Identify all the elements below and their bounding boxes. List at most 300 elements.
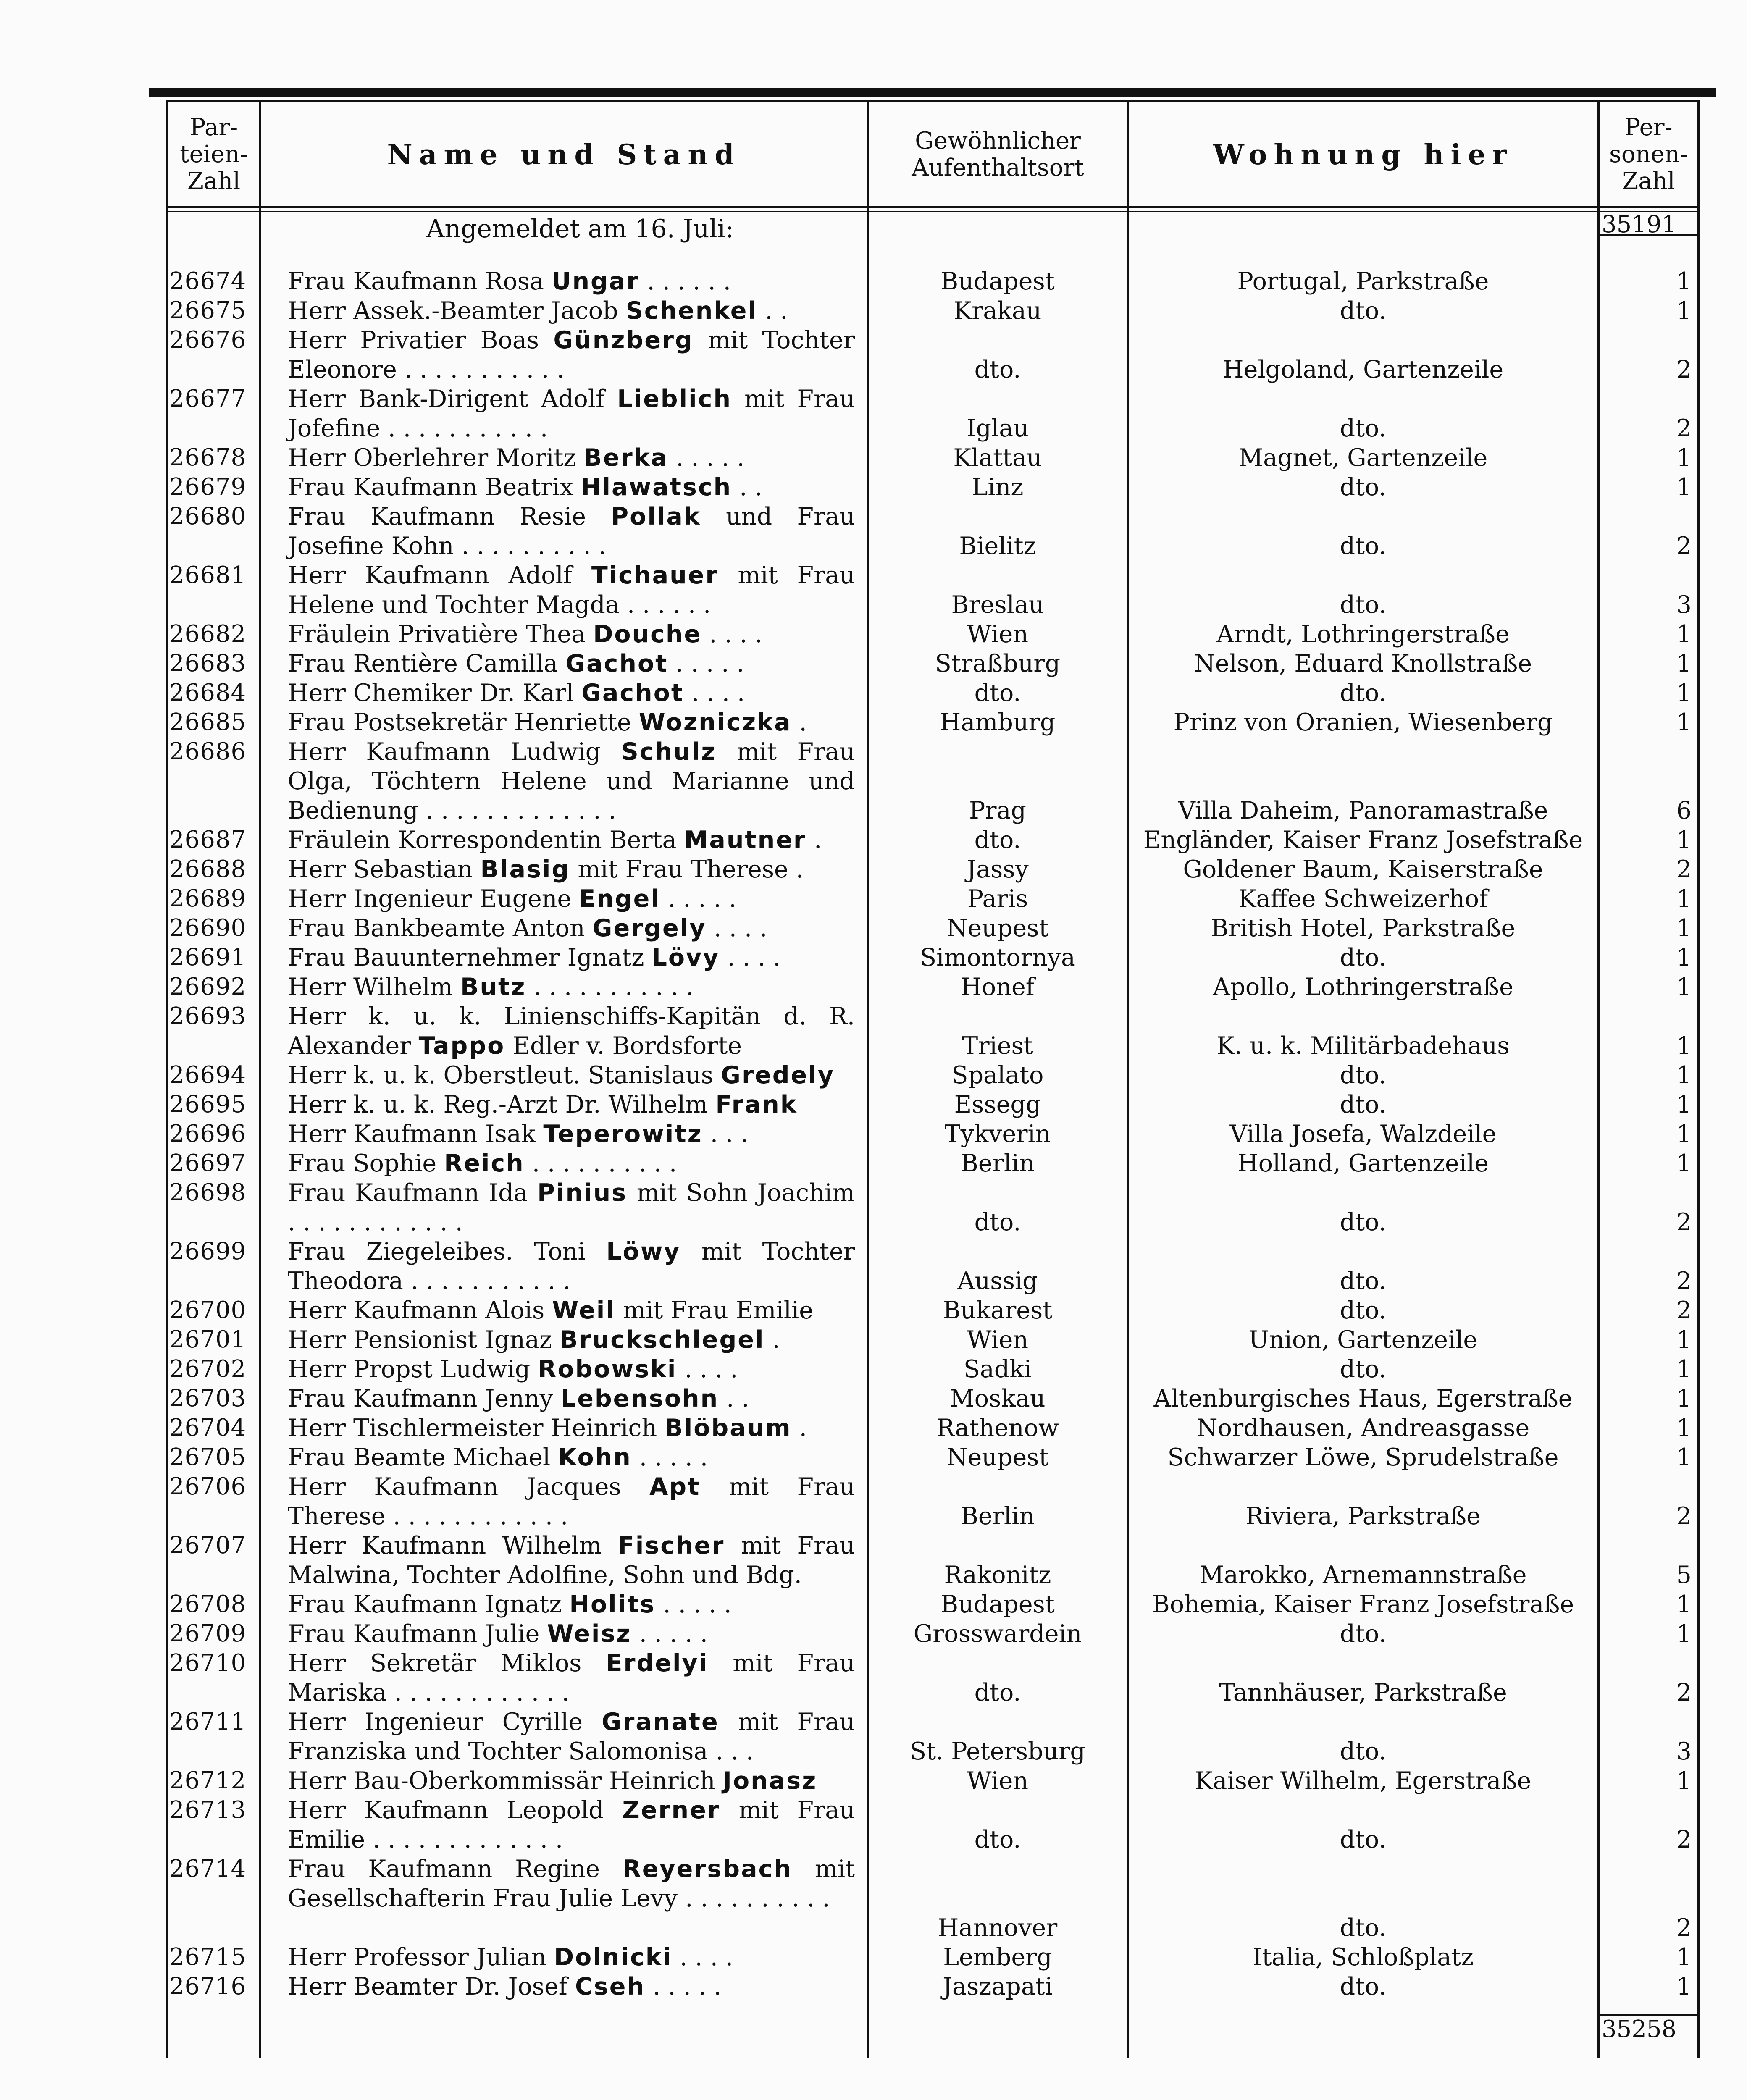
header-usual-residence: Gewöhnlicher Aufenthaltsort: [912, 127, 1084, 181]
usual-residence: Hamburg: [940, 709, 1056, 736]
name-prefix: Frau Kaufmann Beatrix: [288, 473, 581, 501]
name-and-status: [288, 1060, 855, 1090]
header-local-address: Wohnung hier: [1213, 138, 1514, 171]
name-prefix: Frau Kaufmann Rosa: [288, 268, 552, 295]
name-suffix: . .: [719, 1385, 749, 1412]
name-and-status: [288, 1590, 855, 1619]
name-and-status: [288, 561, 855, 620]
name-suffix: . .: [757, 297, 788, 325]
person-count: 2: [1676, 1297, 1692, 1324]
name-suffix: . . . . .: [645, 1973, 722, 2000]
person-count: 1: [1676, 1973, 1692, 2000]
name-and-status: [288, 1531, 855, 1590]
local-address: British Hotel, Parkstraße: [1211, 914, 1516, 942]
usual-residence: Straßburg: [935, 650, 1061, 677]
name-and-status: [288, 914, 855, 943]
name-and-status: [288, 884, 855, 914]
local-address: dto.: [1340, 1091, 1387, 1118]
name-prefix: Herr Sebastian: [288, 856, 481, 883]
party-number: 26704: [169, 1414, 247, 1441]
name-suffix: mit Frau Franziska und Tochter Salomonisa . . .: [288, 1708, 855, 1765]
person-count: 1: [1676, 1414, 1692, 1442]
local-address: Goldener Baum, Kaiserstraße: [1183, 856, 1543, 883]
party-number: 26702: [169, 1355, 247, 1383]
name-suffix: . . . .: [701, 620, 763, 648]
surname: Dolnicki: [554, 1943, 673, 1971]
name-prefix: Frau Kaufmann Jenny: [288, 1385, 561, 1412]
register-entry: [166, 1531, 1700, 1590]
name-suffix: . . . . .: [668, 444, 745, 472]
person-count: 1: [1676, 268, 1692, 295]
party-number: 26692: [169, 973, 247, 1000]
party-number: 26695: [169, 1091, 247, 1118]
name-prefix: Herr Kaufmann Isak: [288, 1120, 544, 1148]
name-and-status: [288, 1854, 855, 1913]
person-count: 1: [1676, 1091, 1692, 1118]
name-and-status: [288, 1413, 855, 1443]
local-address: Holland, Gartenzeile: [1237, 1150, 1489, 1177]
name-prefix: Frau Beamte Michael: [288, 1444, 558, 1471]
surname: Lebensohn: [560, 1385, 719, 1412]
name-and-status: [288, 384, 855, 443]
person-count: 1: [1676, 1120, 1692, 1148]
name-suffix: mit Gesellschafterin Frau Julie Levy . . . . . . . . . .: [288, 1855, 855, 1912]
entries: [166, 267, 1700, 2001]
usual-residence: Hannover: [938, 1914, 1058, 1942]
person-count: 2: [1676, 856, 1692, 883]
header-rule: [166, 206, 1700, 208]
surname: Engel: [579, 885, 660, 913]
name-suffix: . . . .: [672, 1943, 733, 1971]
register-entry: [166, 943, 1700, 972]
local-address: Helgoland, Gartenzeile: [1222, 356, 1504, 383]
register-entry: [166, 1002, 1700, 1060]
person-count: 1: [1676, 1620, 1692, 1648]
surname: Reich: [444, 1150, 525, 1177]
register-entry: [166, 1354, 1700, 1384]
person-count: 3: [1676, 1738, 1692, 1765]
local-address: Italia, Schloßplatz: [1252, 1943, 1474, 1971]
surname: Berka: [583, 444, 669, 472]
local-address: dto.: [1340, 1061, 1387, 1089]
person-count: 1: [1676, 1767, 1692, 1795]
register-entry: [166, 678, 1700, 708]
surname: Mautner: [684, 826, 807, 854]
party-number: 26711: [169, 1708, 247, 1735]
usual-residence: Lemberg: [943, 1943, 1052, 1971]
surname: Fischer: [617, 1532, 725, 1559]
person-count: 2: [1676, 1679, 1692, 1706]
name-prefix: Herr Kaufmann Ludwig: [288, 738, 621, 766]
name-and-status: [288, 1707, 855, 1766]
name-prefix: Frau Postsekretär Henriette: [288, 709, 639, 736]
name-and-status: [288, 1472, 855, 1531]
name-suffix: . . . .: [677, 1355, 738, 1383]
usual-residence: Spalato: [951, 1061, 1044, 1089]
party-number: 26697: [169, 1150, 247, 1177]
name-suffix: . . . .: [720, 944, 781, 971]
party-number: 26708: [169, 1591, 247, 1618]
name-prefix: Herr Pensionist Ignaz: [288, 1326, 560, 1354]
local-address: Villa Josefa, Walzdeile: [1229, 1120, 1497, 1148]
usual-residence: Neupest: [946, 914, 1049, 942]
party-number: 26678: [169, 444, 247, 471]
register-entry: [166, 884, 1700, 914]
party-number: 26682: [169, 620, 247, 648]
local-address: dto.: [1340, 1297, 1387, 1324]
name-and-status: [288, 737, 855, 825]
usual-residence: dto.: [974, 826, 1021, 854]
name-and-status: [288, 1796, 855, 1854]
person-count: 5: [1676, 1561, 1692, 1589]
party-number: 26687: [169, 826, 247, 853]
usual-residence: Honef: [961, 973, 1035, 1001]
register-entry: [166, 296, 1700, 326]
register-entry: [166, 1119, 1700, 1149]
usual-residence: Rathenow: [936, 1414, 1059, 1442]
person-count: 6: [1676, 797, 1692, 824]
person-count: 1: [1676, 297, 1692, 325]
name-and-status: [288, 825, 855, 855]
surname: Kohn: [558, 1444, 632, 1471]
name-and-status: [288, 296, 855, 326]
party-number: 26698: [169, 1179, 247, 1206]
local-address: Villa Daheim, Panoramastraße: [1178, 797, 1548, 824]
party-number: 26700: [169, 1297, 247, 1324]
surname: Gachot: [581, 679, 684, 707]
name-suffix: .: [764, 1326, 780, 1354]
local-address: dto.: [1340, 679, 1387, 707]
usual-residence: Essegg: [954, 1091, 1041, 1118]
local-address: dto.: [1340, 1738, 1387, 1765]
register-entry: [166, 472, 1700, 502]
person-count: 1: [1676, 620, 1692, 648]
usual-residence: Bukarest: [943, 1297, 1053, 1324]
name-suffix: . . . . .: [655, 1591, 732, 1618]
party-number: 26693: [169, 1003, 247, 1030]
register-table: [166, 88, 1700, 2058]
surname: Pollak: [611, 503, 701, 530]
name-suffix: . . . . . . . . . . .: [526, 973, 694, 1001]
local-address: dto.: [1340, 1620, 1387, 1648]
party-number: 26714: [169, 1855, 247, 1882]
name-suffix: mit Frau Malwina, Tochter Adolfine, Sohn und Bdg.: [288, 1532, 855, 1589]
surname: Holits: [569, 1591, 656, 1618]
usual-residence: Jaszapati: [943, 1973, 1053, 2000]
party-number: 26696: [169, 1120, 247, 1147]
header-person-count: Per- sonen- Zahl: [1609, 113, 1688, 195]
name-suffix: mit Frau Olga, Töchtern Helene und Marianne und Bedienung . . . . . . . . . . . . .: [288, 738, 855, 824]
name-suffix: mit Frau Mariska . . . . . . . . . . . .: [288, 1649, 855, 1706]
local-address: Prinz von Oranien, Wiesenberg: [1173, 709, 1553, 736]
local-address: Arndt, Lothringerstraße: [1216, 620, 1510, 648]
name-suffix: . . . .: [684, 679, 745, 707]
person-count: 1: [1676, 1150, 1692, 1177]
register-entry: [166, 1443, 1700, 1472]
party-number: 26694: [169, 1061, 247, 1089]
local-address: Apollo, Lothringerstraße: [1213, 973, 1513, 1001]
usual-residence: Berlin: [960, 1150, 1035, 1177]
name-and-status: [288, 1942, 855, 1972]
register-entry: [166, 914, 1700, 943]
party-number: 26675: [169, 297, 247, 324]
person-count: 2: [1676, 356, 1692, 383]
local-address: Marokko, Arnemannstraße: [1199, 1561, 1527, 1589]
surname: Lieblich: [617, 385, 732, 413]
local-address: dto.: [1340, 1208, 1387, 1236]
person-count: 2: [1676, 1914, 1692, 1942]
usual-residence: St. Petersburg: [910, 1738, 1085, 1765]
top-rule: [149, 88, 1716, 97]
party-number: 26688: [169, 856, 247, 883]
party-number: 26709: [169, 1620, 247, 1647]
party-number: 26689: [169, 885, 247, 912]
person-count: 1: [1676, 885, 1692, 913]
surname: Ungar: [552, 268, 640, 295]
usual-residence: dto.: [974, 1679, 1021, 1706]
surname: Gredely: [721, 1061, 835, 1089]
name-suffix: mit Frau Emilie . . . . . . . . . . . . .: [288, 1796, 855, 1853]
local-address: dto.: [1340, 1826, 1387, 1853]
surname: Cseh: [575, 1973, 645, 2000]
name-suffix: . . . . . . . . . .: [524, 1150, 677, 1177]
usual-residence: Breslau: [951, 591, 1044, 619]
person-count: 1: [1676, 679, 1692, 707]
surname: Douche: [593, 620, 702, 648]
registration-date: Angemeldet am 16. Juli:: [426, 214, 734, 244]
register-entry: [166, 326, 1700, 384]
surname: Gergely: [592, 914, 707, 942]
register-entry: [166, 1648, 1700, 1707]
party-number: 26686: [169, 738, 247, 765]
name-and-status: [288, 1384, 855, 1413]
register-entry: [166, 1707, 1700, 1766]
party-number: 26707: [169, 1532, 247, 1559]
name-prefix: Herr Bank-Dirigent Adolf: [288, 385, 617, 413]
register-entry: [166, 1060, 1700, 1090]
person-count: 1: [1676, 1943, 1692, 1971]
surname: Schenkel: [625, 297, 757, 325]
person-count: 2: [1676, 532, 1692, 560]
register-entry: [166, 1590, 1700, 1619]
usual-residence: Wien: [967, 1326, 1029, 1354]
usual-residence: Triest: [962, 1032, 1033, 1060]
register-entry: [166, 1178, 1700, 1237]
person-count: 1: [1676, 473, 1692, 501]
local-address: dto.: [1340, 944, 1387, 971]
local-address: dto.: [1340, 1973, 1387, 2000]
name-and-status: [288, 678, 855, 708]
person-count: 1: [1676, 1355, 1692, 1383]
surname: Butz: [460, 973, 526, 1001]
surname: Blasig: [480, 856, 570, 883]
name-and-status: [288, 1002, 855, 1060]
register-entry: [166, 1325, 1700, 1354]
surname: Jonasz: [722, 1767, 817, 1795]
usual-residence: Jassy: [967, 856, 1029, 883]
name-suffix: mit Frau Therese . . . . . . . . . . . .: [288, 1473, 855, 1530]
local-address: Kaffee Schweizerhof: [1238, 885, 1488, 913]
surname: Lövy: [652, 944, 720, 971]
top-rule-thin: [166, 100, 1700, 102]
surname: Frank: [715, 1091, 798, 1118]
surname: Wozniczka: [638, 709, 792, 736]
party-number: 26690: [169, 914, 247, 942]
surname: Erdelyi: [606, 1649, 709, 1677]
local-address: Schwarzer Löwe, Sprudelstraße: [1167, 1444, 1559, 1471]
surname: Reyersbach: [622, 1855, 792, 1883]
party-number: 26677: [169, 385, 247, 412]
local-address: Tannhäuser, Parkstraße: [1219, 1679, 1507, 1706]
name-prefix: Herr k. u. k. Reg.-Arzt Dr. Wilhelm: [288, 1091, 716, 1118]
name-and-status: [288, 855, 855, 884]
header-name: Name und Stand: [387, 138, 741, 171]
party-number: 26683: [169, 650, 247, 677]
party-number: 26706: [169, 1473, 247, 1500]
local-address: Portugal, Parkstraße: [1237, 268, 1489, 295]
name-suffix: . . . . .: [660, 885, 737, 913]
person-count: 1: [1676, 709, 1692, 736]
local-address: Magnet, Gartenzeile: [1238, 444, 1488, 472]
register-entry: [166, 1619, 1700, 1648]
name-and-status: [288, 502, 855, 561]
surname: Apt: [649, 1473, 701, 1501]
name-prefix: Herr Assek.-Beamter Jacob: [288, 297, 626, 325]
party-number: 26684: [169, 679, 247, 706]
local-address: Nelson, Eduard Knollstraße: [1194, 650, 1532, 677]
usual-residence: dto.: [974, 1826, 1021, 1853]
register-entry: [166, 972, 1700, 1002]
local-address: dto.: [1340, 1267, 1387, 1295]
party-number: 26703: [169, 1385, 247, 1412]
register-entry: [166, 561, 1700, 620]
surname: Weisz: [547, 1620, 632, 1648]
local-address: Union, Gartenzeile: [1248, 1326, 1478, 1354]
party-number: 26679: [169, 473, 247, 501]
name-prefix: Herr k. u. k. Linienschiffs-Kapitän d. R. Alexander: [288, 1003, 855, 1060]
party-number: 26712: [169, 1767, 247, 1794]
register-entry: [166, 267, 1700, 296]
name-prefix: Herr Wilhelm: [288, 973, 460, 1001]
person-count: 1: [1676, 1032, 1692, 1060]
surname: Löwy: [606, 1238, 681, 1265]
name-prefix: Herr Kaufmann Alois: [288, 1297, 552, 1324]
name-and-status: [288, 1325, 855, 1354]
person-count: 1: [1676, 914, 1692, 942]
usual-residence: Aussig: [957, 1267, 1038, 1295]
name-and-status: [288, 1443, 855, 1472]
name-and-status: [288, 943, 855, 972]
register-entry: [166, 825, 1700, 855]
name-prefix: Frau Kaufmann Regine: [288, 1855, 623, 1883]
name-prefix: Herr Sekretär Miklos: [288, 1649, 606, 1677]
local-address: dto.: [1340, 297, 1387, 325]
name-prefix: Herr Ingenieur Cyrille: [288, 1708, 602, 1736]
person-count: 1: [1676, 1444, 1692, 1471]
local-address: dto.: [1340, 473, 1387, 501]
usual-residence: Sadki: [963, 1355, 1032, 1383]
name-suffix: mit Frau Helene und Tochter Magda . . . . . .: [288, 562, 855, 619]
name-prefix: Fräulein Korrespondentin Berta: [288, 826, 684, 854]
running-total-end: 35258: [1597, 2014, 1700, 2039]
usual-residence: Krakau: [954, 297, 1042, 325]
name-prefix: Herr Kaufmann Jacques: [288, 1473, 650, 1501]
name-suffix: . . . . . .: [639, 268, 731, 295]
name-prefix: Frau Kaufmann Julie: [288, 1620, 547, 1648]
name-suffix: mit Sohn Joachim . . . . . . . . . . . .: [288, 1179, 855, 1236]
usual-residence: Neupest: [946, 1444, 1049, 1471]
register-entry: [166, 855, 1700, 884]
name-suffix: .: [791, 1414, 807, 1442]
surname: Gachot: [565, 650, 668, 677]
name-and-status: [288, 326, 855, 384]
party-number: 26715: [169, 1943, 247, 1971]
name-suffix: mit Frau Jofefine . . . . . . . . . . .: [288, 385, 855, 442]
usual-residence: Grosswardein: [913, 1620, 1082, 1648]
local-address: dto.: [1340, 415, 1387, 442]
party-number: 26676: [169, 326, 247, 354]
name-and-status: [288, 472, 855, 502]
local-address: Nordhausen, Andreasgasse: [1196, 1414, 1530, 1442]
name-and-status: [288, 708, 855, 737]
register-entry: [166, 443, 1700, 472]
name-and-status: [288, 1296, 855, 1325]
name-prefix: Herr Beamter Dr. Josef: [288, 1973, 575, 2000]
name-suffix: mit Frau Therese .: [570, 856, 804, 883]
name-prefix: Herr Tischlermeister Heinrich: [288, 1414, 665, 1442]
person-count: 2: [1676, 415, 1692, 442]
party-number: 26674: [169, 268, 247, 295]
name-suffix: . . . .: [706, 914, 767, 942]
usual-residence: Budapest: [940, 1591, 1055, 1618]
party-number: 26710: [169, 1649, 247, 1677]
name-prefix: Frau Sophie: [288, 1150, 444, 1177]
name-prefix: Herr Kaufmann Leopold: [288, 1796, 623, 1824]
name-and-status: [288, 649, 855, 678]
person-count: 1: [1676, 1326, 1692, 1354]
name-prefix: Herr Bau-Oberkommissär Heinrich: [288, 1767, 723, 1795]
register-entry: [166, 1766, 1700, 1796]
local-address: K. u. k. Militärbadehaus: [1216, 1032, 1510, 1060]
usual-residence: Moskau: [950, 1385, 1046, 1412]
surname: Weil: [552, 1297, 615, 1324]
name-prefix: Frau Kaufmann Ignatz: [288, 1591, 570, 1618]
usual-residence: Prag: [969, 797, 1027, 824]
person-count: 1: [1676, 1591, 1692, 1618]
local-address: Bohemia, Kaiser Franz Josefstraße: [1152, 1591, 1574, 1618]
party-number: 26685: [169, 709, 247, 736]
party-number: 26716: [169, 1973, 247, 2000]
person-count: 2: [1676, 1267, 1692, 1295]
usual-residence: Paris: [967, 885, 1028, 913]
person-count: 1: [1676, 444, 1692, 472]
person-count: 3: [1676, 591, 1692, 619]
name-prefix: Frau Kaufmann Ida: [288, 1179, 538, 1207]
register-entry: [166, 1472, 1700, 1531]
usual-residence: Berlin: [960, 1502, 1035, 1530]
party-number: 26691: [169, 944, 247, 971]
name-prefix: Herr k. u. k. Oberstleut. Stanislaus: [288, 1061, 721, 1089]
name-and-status: [288, 1972, 855, 2001]
header-party-number: Par- teien- Zahl: [180, 113, 248, 195]
usual-residence: Linz: [972, 473, 1024, 501]
register-entry: [166, 1942, 1700, 1972]
local-address: dto.: [1340, 591, 1387, 619]
person-count: 2: [1676, 1208, 1692, 1236]
name-and-status: [288, 1619, 855, 1648]
person-count: 1: [1676, 1061, 1692, 1089]
usual-residence: Wien: [967, 620, 1029, 648]
